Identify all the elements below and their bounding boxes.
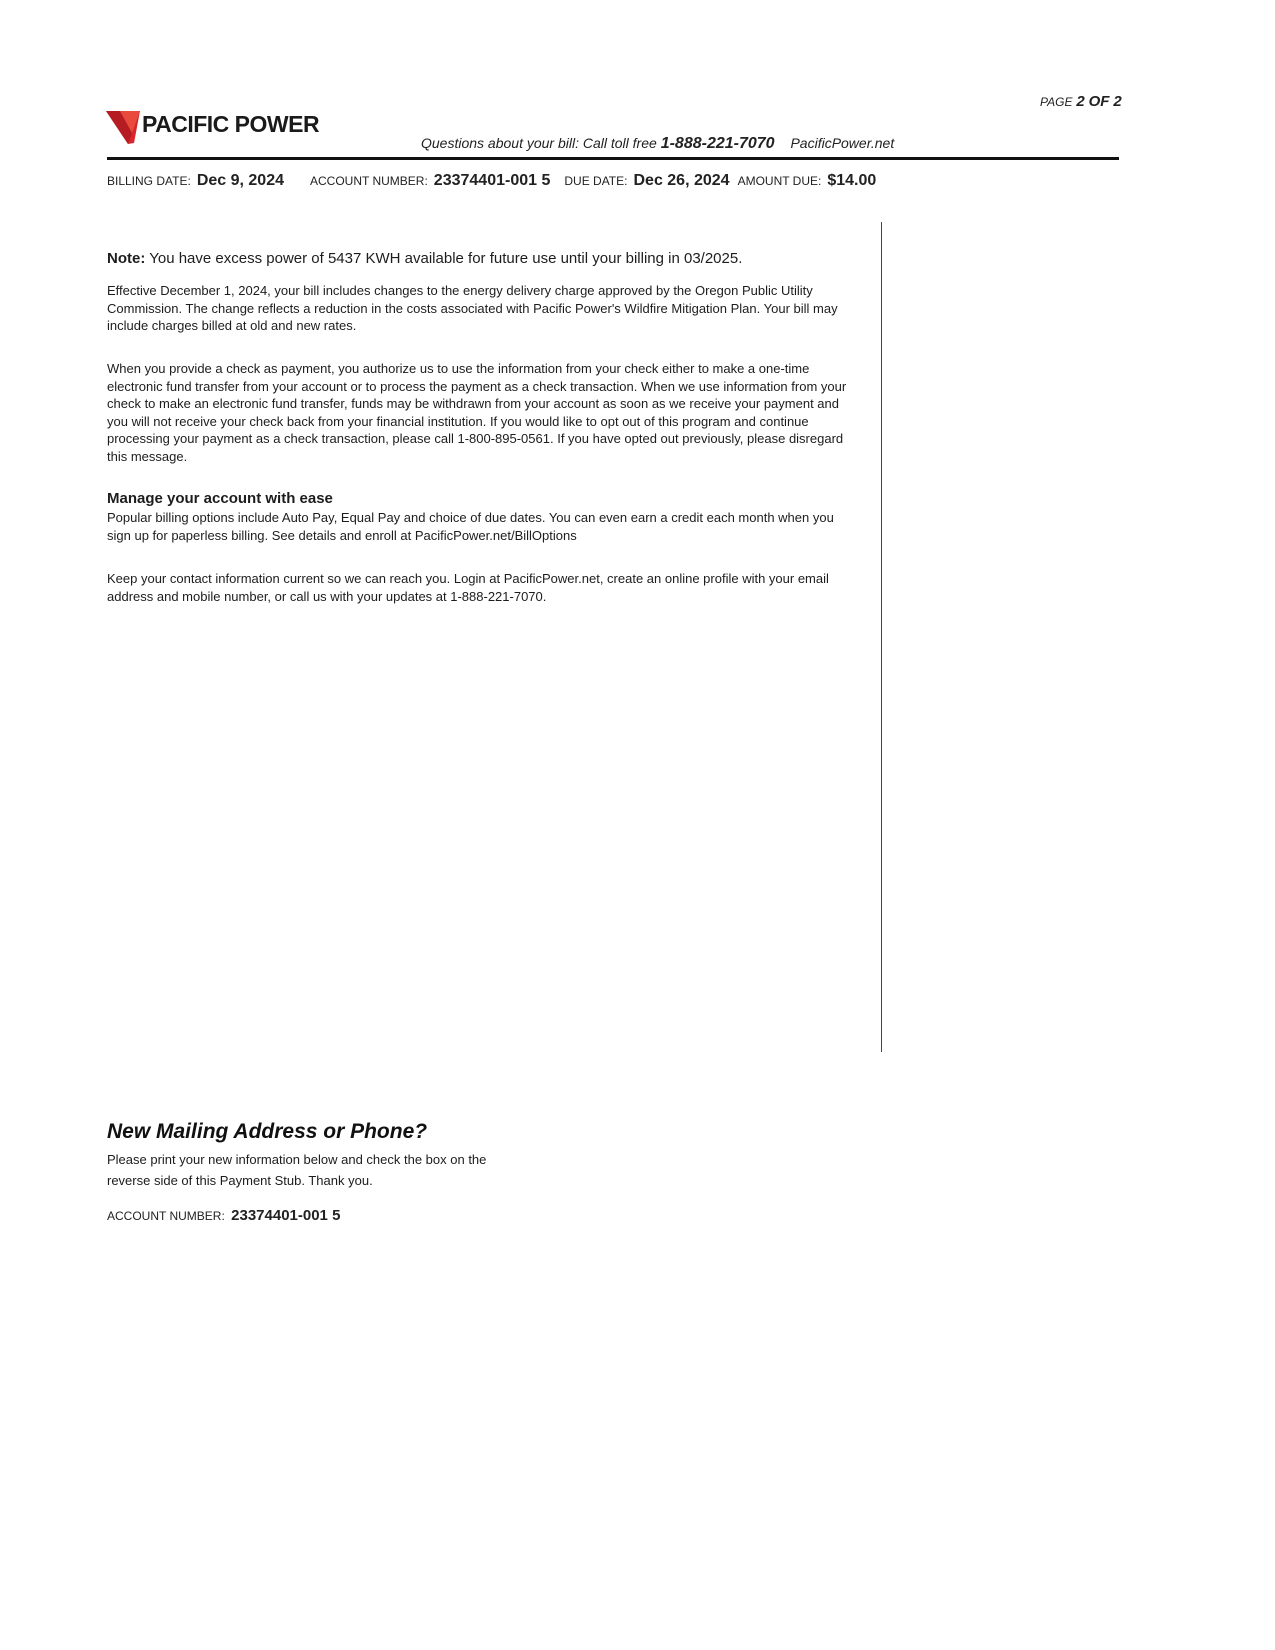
pacific-power-logo: [106, 111, 319, 144]
header-divider: [107, 157, 1119, 160]
billing-date-label: BILLING DATE:: [107, 174, 191, 188]
due-date-label: DUE DATE:: [564, 174, 628, 188]
page-of: OF: [1088, 93, 1110, 110]
new-address-title: New Mailing Address or Phone?: [107, 1120, 428, 1143]
website-link[interactable]: PacificPower.net: [790, 135, 895, 151]
amount-due-value: $14.00: [827, 172, 877, 189]
logo-text: PACIFIC POWER: [142, 111, 320, 137]
note-label: Note:: [107, 250, 146, 267]
check-payment-message: When you provide a check as payment, you authorize us to use the information from your check either to make a one-time electronic fund transfer from your account or to process the payment as a check transaction. When we use information from your check to make an electronic fund transfer, funds may be withdrawn from your account as soon as we receive your payment and you will not receive your check back from your financial institution. If you would like to opt out of this program and continue processing your payment as a check transaction, please call 1-800-895-0561. If you have opted out previously, please disregard this message.: [107, 361, 847, 464]
stub-account-number-value: 23374401-001 5: [231, 1207, 341, 1224]
note-text: You have excess power of 5437 KWH available for future use until your billing in 03/2025.: [149, 250, 743, 267]
stub-account-number-label: ACCOUNT NUMBER:: [107, 1209, 225, 1223]
support-phone: 1-888-221-7070: [660, 135, 775, 152]
manage-account-message: Popular billing options include Auto Pay, Equal Pay and choice of due dates. You can even earn a credit each month when you sign up for paperless billing. See details and enroll at PacificPower.net/BillOptions: [107, 510, 834, 543]
account-number-value: 23374401-001 5: [433, 172, 551, 189]
billing-summary-row: [107, 172, 876, 190]
excess-power-note: [107, 249, 852, 269]
page-word: PAGE: [1040, 95, 1073, 109]
billing-questions-line: [421, 135, 894, 153]
amount-due-label: AMOUNT DUE:: [737, 174, 822, 188]
contact-info-message: Keep your contact information current so we can reach you. Login at PacificPower.net, create an online profile with your email address and mobile number, or call us with your updates at 1-888-221-7070.: [107, 571, 829, 604]
due-date-value: Dec 26, 2024: [633, 172, 730, 189]
manage-account-heading: Manage your account with ease: [107, 490, 333, 507]
column-divider: [881, 222, 882, 1052]
billing-date-value: Dec 9, 2024: [196, 172, 284, 189]
new-address-instructions: Please print your new information below and check the box on the reverse side of this Payment Stub. Thank you.: [107, 1152, 487, 1188]
page-total: 2: [1113, 93, 1122, 110]
rate-change-message: Effective December 1, 2024, your bill includes changes to the energy delivery charge approved by the Oregon Public Utility Commission. The change reflects a reduction in the costs associated with Pacific Power's Wildfire Mitigation Plan. Your bill may include charges billed at old and new rates.: [107, 283, 838, 333]
stub-account-number: [107, 1207, 340, 1224]
questions-text: Questions about your bill: Call toll free: [421, 135, 657, 151]
pacific-power-chevron-icon: [106, 111, 140, 144]
account-number-label: ACCOUNT NUMBER:: [310, 174, 428, 188]
page-current: 2: [1076, 93, 1085, 110]
page-indicator: [1040, 93, 1122, 110]
